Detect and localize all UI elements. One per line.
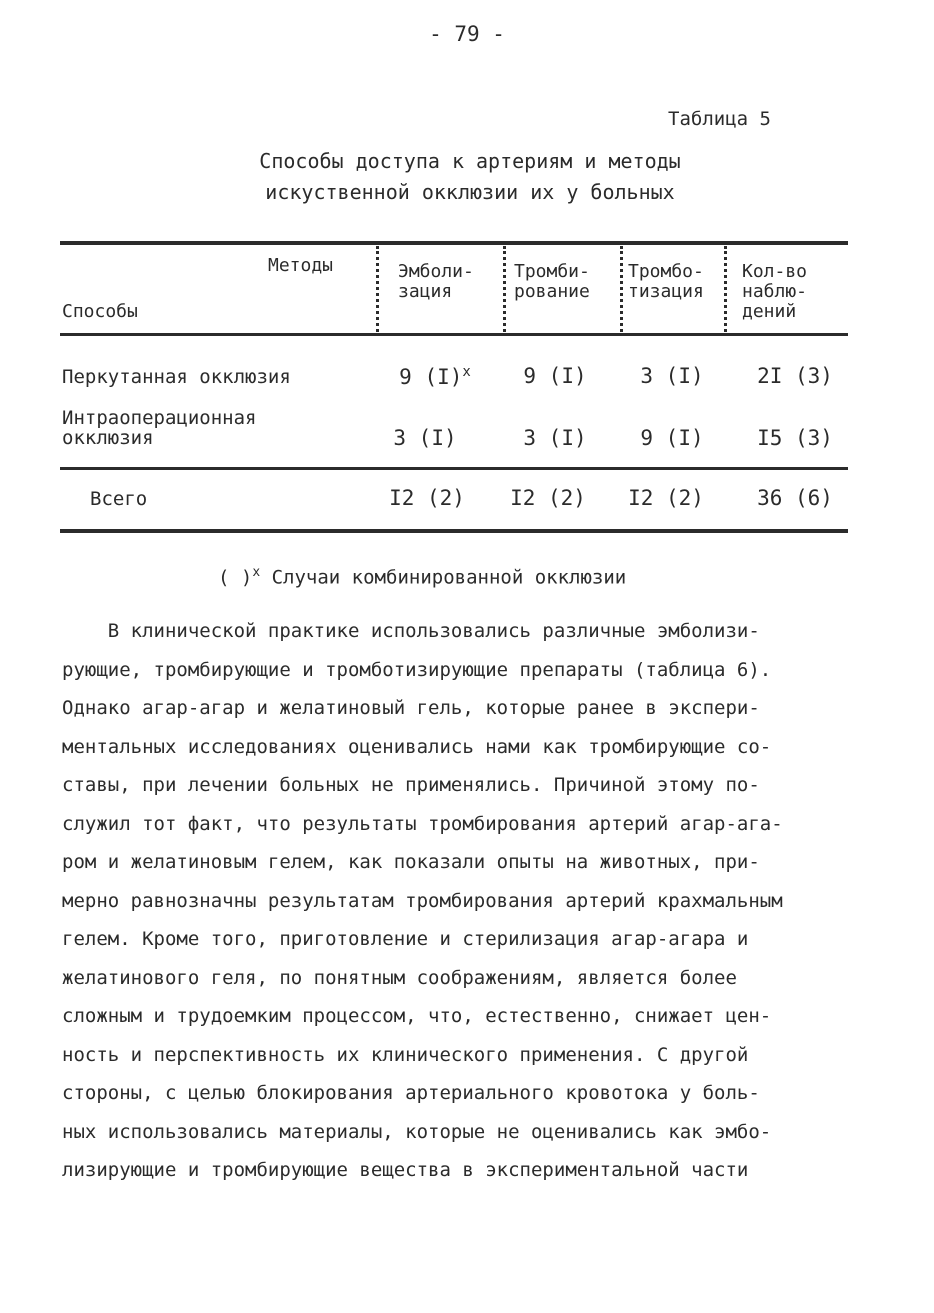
table-total-rule — [60, 467, 848, 470]
column-separator — [376, 246, 379, 332]
header-line: Эмболи- — [398, 261, 474, 282]
table-cell: I5 (3) — [757, 426, 833, 450]
table-cell: 2I (3) — [757, 364, 833, 388]
row-label-total: Всего — [90, 488, 148, 510]
body-paragraph — [62, 612, 862, 1190]
paragraph-line: лизирующие и тромбирующие вещества в экспериментальной части — [62, 1159, 749, 1181]
header-methods-of-access: Способы — [62, 301, 138, 322]
table-cell: 9 (I) — [523, 364, 587, 388]
paragraph-line: ставы, при лечении больных не применялись. Причиной этому по- — [62, 774, 760, 796]
footnote-mark: x — [462, 364, 471, 380]
paragraph-line: гелем. Кроме того, приготовление и стерилизация агар-агара и — [62, 928, 749, 950]
table-cell: 3 (I) — [640, 364, 704, 388]
paragraph-line: мерно равнозначны результатам тромбирования артерий крахмальным — [62, 889, 783, 912]
paragraph-line: ром и желатиновым гелем, как показали опыты на животных, при- — [62, 851, 760, 873]
header-line: дений — [742, 301, 797, 322]
footnote-text: Случаи комбинированной окклюзии — [271, 566, 627, 589]
paragraph-line: Однако агар-агар и желатиновый гель, которые ранее в экспери- — [62, 697, 760, 719]
table-top-rule — [60, 241, 848, 245]
row-label-percutaneous: Перкутанная окклюзия — [62, 366, 291, 388]
footnote-paren: ( ) — [218, 566, 253, 589]
table-bottom-rule — [60, 529, 848, 533]
paragraph-line: ных использовались материалы, которые не оценивались как эмбо- — [62, 1120, 772, 1143]
table-cell: 9 (I) — [640, 426, 704, 450]
header-line: Тромби- — [514, 261, 590, 282]
paragraph-line: рующие, тромбирующие и тромботизирующие препараты (таблица 6). — [62, 658, 772, 681]
table-cell: I2 (2) — [628, 486, 704, 510]
footnote-mark: x — [252, 565, 261, 580]
table-header-rule — [60, 333, 848, 336]
row-label-intraoperative — [62, 408, 256, 448]
header-thrombing — [514, 262, 590, 302]
table-cell: 3 (I) — [523, 426, 587, 450]
footnote — [218, 565, 626, 588]
header-methods: Методы — [268, 255, 334, 276]
table-title-line: Способы доступа к артериям и методы — [259, 149, 681, 173]
paragraph-line: стороны, с целью блокирования артериального кровотока у боль- — [62, 1082, 760, 1104]
header-line: Кол-во — [742, 261, 808, 282]
table-title-line: искуственной окклюзии их у больных — [265, 180, 675, 204]
column-separator — [620, 246, 623, 332]
table-cell: 3 (I) — [393, 426, 457, 450]
table-cell: I2 (2) — [510, 486, 586, 510]
column-separator — [724, 246, 727, 332]
page-number: - 79 - — [429, 22, 505, 46]
paragraph-line: сложным и трудоемким процессом, что, естественно, снижает цен- — [62, 1005, 772, 1027]
header-line: тизация — [628, 281, 704, 302]
header-line: рование — [514, 281, 590, 302]
table-cell — [380, 364, 490, 389]
cell-value: 9 (I) — [399, 365, 463, 389]
header-line: зация — [398, 281, 453, 302]
header-line: наблю- — [742, 281, 808, 302]
paragraph-line: В клинической практике использовались различные эмболизи- — [62, 620, 760, 642]
row-label-line: окклюзия — [62, 427, 154, 449]
header-embolization — [398, 262, 474, 302]
header-thrombotization — [628, 262, 704, 302]
table-title — [120, 146, 820, 208]
row-label-line: Интраоперационная — [62, 407, 257, 429]
table-cell: 36 (6) — [757, 486, 833, 510]
paragraph-line: служил тот факт, что результаты тромбирования артерий агар-ага- — [62, 812, 783, 835]
table-cell: I2 (2) — [389, 486, 465, 510]
header-line: Тромбо- — [628, 261, 704, 282]
header-observation-count — [742, 262, 807, 322]
paragraph-line: ность и перспективность их клинического применения. С другой — [62, 1043, 749, 1066]
paragraph-line: желатинового геля, по понятным соображениям, является более — [62, 966, 737, 989]
column-separator — [503, 246, 506, 332]
table-label: Таблица 5 — [668, 108, 771, 130]
paragraph-line: ментальных исследованиях оценивались нами как тромбирующие со- — [62, 735, 772, 758]
